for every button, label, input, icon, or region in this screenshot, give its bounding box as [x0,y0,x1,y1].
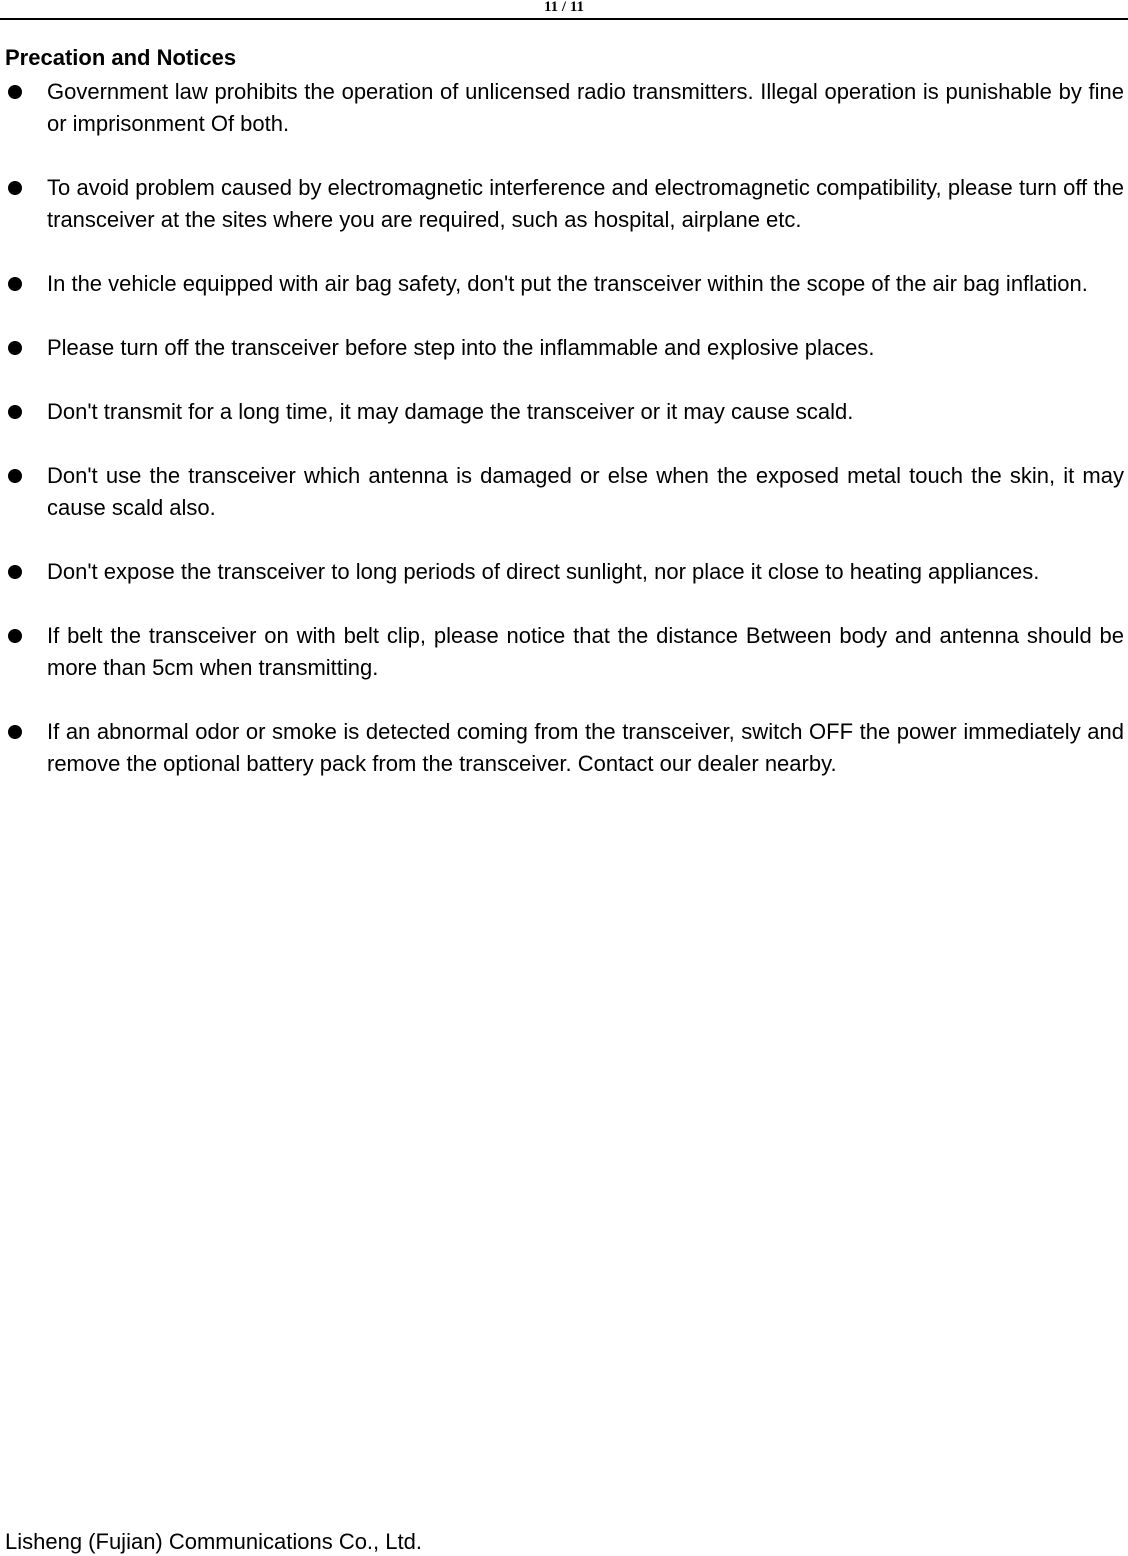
bullet-icon [8,181,22,195]
notice-list [0,76,1128,812]
list-item [0,396,1128,428]
notice-text: If belt the transceiver on with belt clip, please notice that the distance Between body and antenna should be more than 5cm when transmitting. [47,623,1124,680]
list-item [0,268,1128,300]
bullet-icon [8,341,22,355]
list-item [0,460,1128,524]
notice-text: Please turn off the transceiver before step into the inflammable and explosive places. [47,335,875,360]
notice-text: In the vehicle equipped with air bag safety, don't put the transceiver within the scope of the air bag inflation. [47,271,1088,296]
list-item [0,332,1128,364]
notice-text: If an abnormal odor or smoke is detected coming from the transceiver, switch OFF the power immediately and remove the optional battery pack from the transceiver. Contact our dealer nearby. [47,719,1124,776]
notice-text: Government law prohibits the operation of unlicensed radio transmitters. Illegal operation is punishable by fine or imprisonment Of both. [47,79,1124,136]
section-title: Precation and Notices [5,45,237,70]
list-item [0,76,1128,140]
bullet-icon [8,565,22,579]
header-divider [0,18,1128,20]
list-item [0,716,1128,780]
bullet-icon [8,725,22,739]
notice-text: Don't use the transceiver which antenna is damaged or else when the exposed metal touch the skin, it may cause scald also. [47,463,1124,520]
bullet-icon [8,405,22,419]
bullet-icon [8,629,22,643]
list-item [0,620,1128,684]
page-number: 11 / 11 [543,0,584,15]
bullet-icon [8,85,22,99]
footer-company-name: Lisheng (Fujian) Communications Co., Ltd. [5,1529,422,1554]
bullet-icon [8,469,22,483]
list-item [0,556,1128,588]
notice-text: Don't transmit for a long time, it may damage the transceiver or it may cause scald. [47,399,854,424]
notice-text: To avoid problem caused by electromagnetic interference and electromagnetic compatibility, please turn off the transceiver at the sites where you are required, such as hospital, airplane etc. [47,175,1124,232]
notice-text: Don't expose the transceiver to long periods of direct sunlight, nor place it close to heating appliances. [47,559,1040,584]
list-item [0,172,1128,236]
bullet-icon [8,277,22,291]
